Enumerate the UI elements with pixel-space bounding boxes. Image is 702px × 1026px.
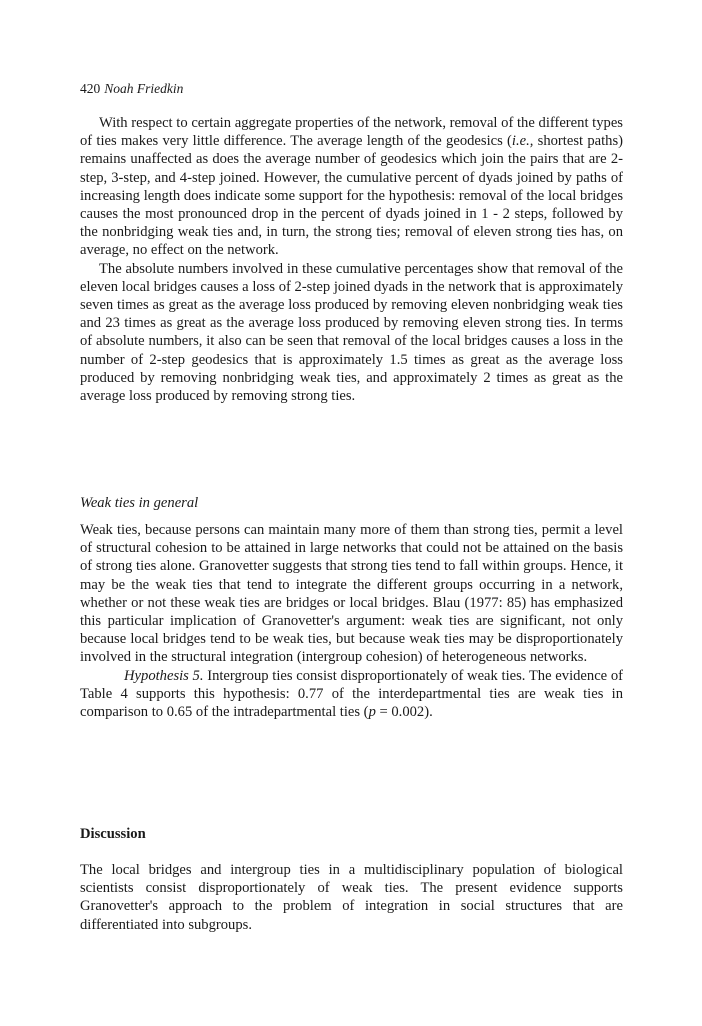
paragraph-aggregate-properties: With respect to certain aggregate properties of the network, removal of the different types of ties makes very little difference. The average length of the geodesics (i.e., shortest paths) remains unaffected as does the average number of geodesics which join the pairs that are 2-step, 3-step, and 4-step joined. However, the cumulative percent of dyads joined by paths of increasing length does indicate some support for the hypothesis: removal of the local bridges causes the most pronounced drop in the percent of dyads joined in 1 - 2 steps, followed by the nonbridging weak ties and, in turn, the strong ties; removal of eleven strong ties has, on average, no effect on the network.	[80, 115, 623, 259]
hypothesis-label: Hypothesis 5.	[124, 667, 204, 684]
subheading-weak-ties: Weak ties in general	[80, 495, 199, 511]
running-head	[80, 80, 183, 98]
body-section-weak-ties	[80, 521, 623, 721]
section-discussion	[80, 825, 623, 843]
paragraph-hypothesis-5	[80, 667, 623, 722]
paragraph-absolute-numbers: The absolute numbers involved in these cumulative percentages show that removal of the eleven local bridges causes a loss of 2-step joined dyads in the network that is approximately seven times as great as the average loss produced by removing eleven nonbridging weak ties and 23 times as great as the average loss produced by removing eleven strong ties. In terms of absolute numbers, it also can be seen that removal of the local bridges causes a loss in the number of 2-step geodesics that is approximately 1.5 times as great as the average loss produced by removing nonbridging weak ties, and approximately 2 times as great as the average loss produced by removing strong ties.	[80, 260, 623, 405]
body-section-network-properties	[80, 114, 623, 405]
body-section-discussion	[80, 861, 623, 934]
paragraph-discussion: The local bridges and intergroup ties in a multidisciplinary population of biological scientists consist disproportionately of weak ties. The present evidence supports Granovetter's approach to the problem of integration in social structures that are differentiated into subgroups.	[80, 862, 623, 933]
p-symbol: p	[368, 704, 376, 721]
hypothesis-text: Intergroup ties consist disproportionately of weak ties. The evidence of Table 4 supports this hypothesis: 0.77 of the interdepartmental ties are weak ties in comparison to 0.65 of the intradepartmental ties (	[80, 667, 624, 721]
p-value: = 0.002).	[375, 704, 433, 721]
section-weak-ties	[80, 494, 623, 512]
paragraph-weak-ties-general: Weak ties, because persons can maintain many more of them than strong ties, permit a level of structural cohesion to be attained in large networks that could not be attained on the basis of strong ties alone. Granovetter suggests that strong ties tend to fall within groups. Hence, it may be the weak ties that tend to integrate the different groups occurring in a network, whether or not these weak ties are bridges or local bridges. Blau (1977: 85) has emphasized this particular implication of Granovetter's argument: weak ties are significant, not only because local bridges tend to be weak ties, but because weak ties may be disproportionately involved in the structural integration (intergroup cohesion) of heterogeneous networks.	[80, 522, 623, 666]
page-number: 420	[80, 81, 101, 96]
heading-discussion: Discussion	[80, 826, 146, 842]
running-head-author: Noah Friedkin	[104, 81, 184, 96]
